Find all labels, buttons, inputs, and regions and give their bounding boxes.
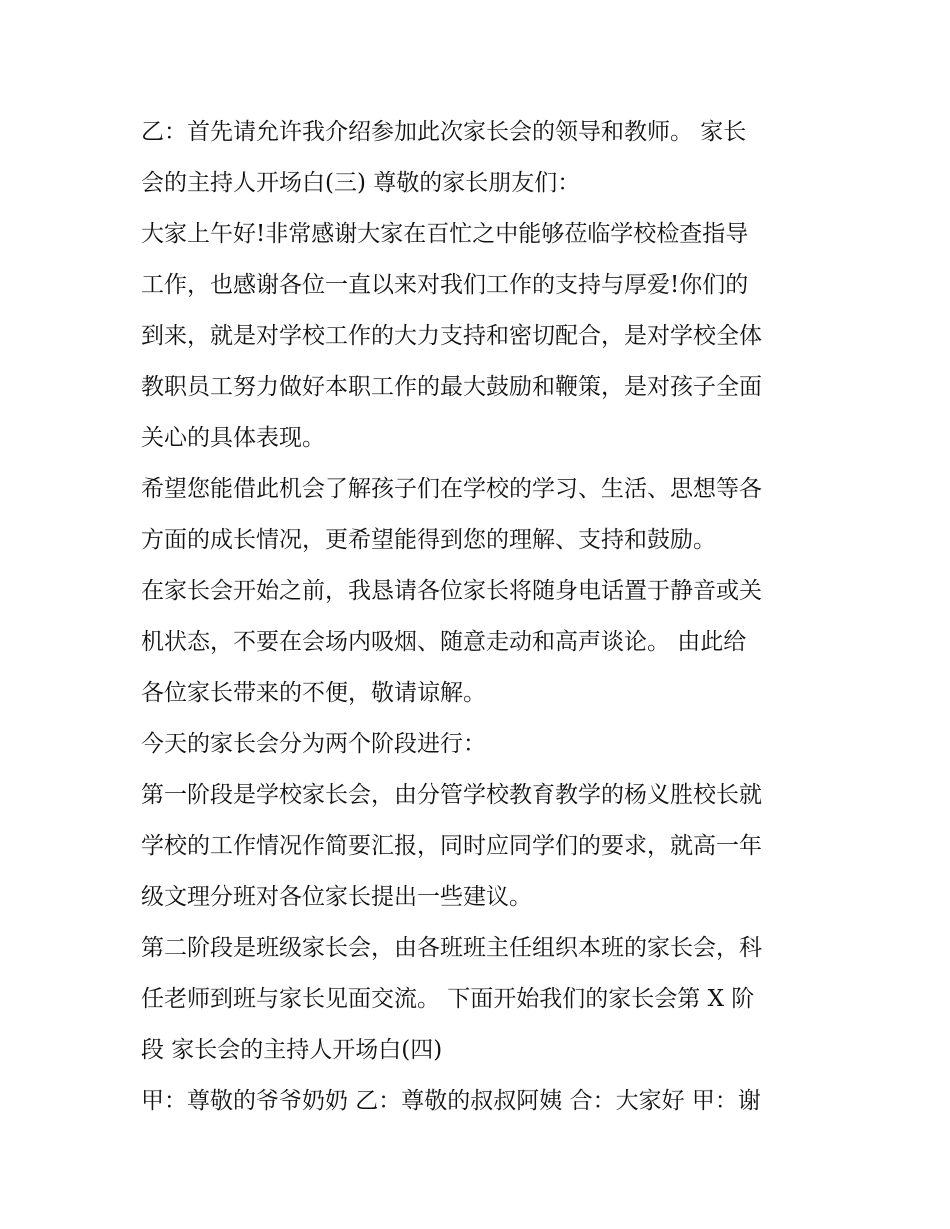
text-line: 在家长会开始之前，我恳请各位家长将随身电话置于静音或关 xyxy=(141,578,762,604)
text-line: 会的主持人开场白(三) 尊敬的家长朋友们： xyxy=(141,170,581,196)
text-line: 关心的具体表现。 xyxy=(141,425,325,451)
text-line: 甲：尊敬的爷爷奶奶 乙：尊敬的叔叔阿姨 合：大家好 甲：谢 xyxy=(141,1088,761,1114)
document-body xyxy=(141,107,821,1127)
text-line: 希望您能借此机会了解孩子们在学校的学习、生活、思想等各 xyxy=(141,476,762,502)
text-line: 乙：首先请允许我介绍参加此次家长会的领导和教师。 家长 xyxy=(141,119,747,145)
text-line: 任老师到班与家长见面交流。 下面开始我们的家长会第 X 阶 xyxy=(141,986,755,1012)
text-line: 大家上午好!非常感谢大家在百忙之中能够莅临学校检查指导 xyxy=(141,221,749,247)
text-line: 第一阶段是学校家长会，由分管学校教育教学的杨义胜校长就 xyxy=(141,782,762,808)
text-line: 机状态，不要在会场内吸烟、随意走动和高声谈论。 由此给 xyxy=(141,629,747,655)
text-line: 工作，也感谢各位一直以来对我们工作的支持与厚爱!你们的 xyxy=(141,272,749,298)
text-line: 各位家长带来的不便，敬请谅解。 xyxy=(141,680,486,706)
text-line: 教职员工努力做好本职工作的最大鼓励和鞭策，是对孩子全面 xyxy=(141,374,762,400)
text-line: 方面的成长情况，更希望能得到您的理解、支持和鼓励。 xyxy=(141,527,716,553)
text-line: 学校的工作情况作简要汇报，同时应同学们的要求，就高一年 xyxy=(141,833,762,859)
text-line: 到来，就是对学校工作的大力支持和密切配合，是对学校全体 xyxy=(141,323,762,349)
text-line: 段 家长会的主持人开场白(四) xyxy=(141,1037,443,1063)
text-line: 第二阶段是班级家长会，由各班班主任组织本班的家长会，科 xyxy=(141,935,762,961)
text-line: 今天的家长会分为两个阶段进行： xyxy=(141,731,486,757)
text-line: 级文理分班对各位家长提出一些建议。 xyxy=(141,884,532,910)
